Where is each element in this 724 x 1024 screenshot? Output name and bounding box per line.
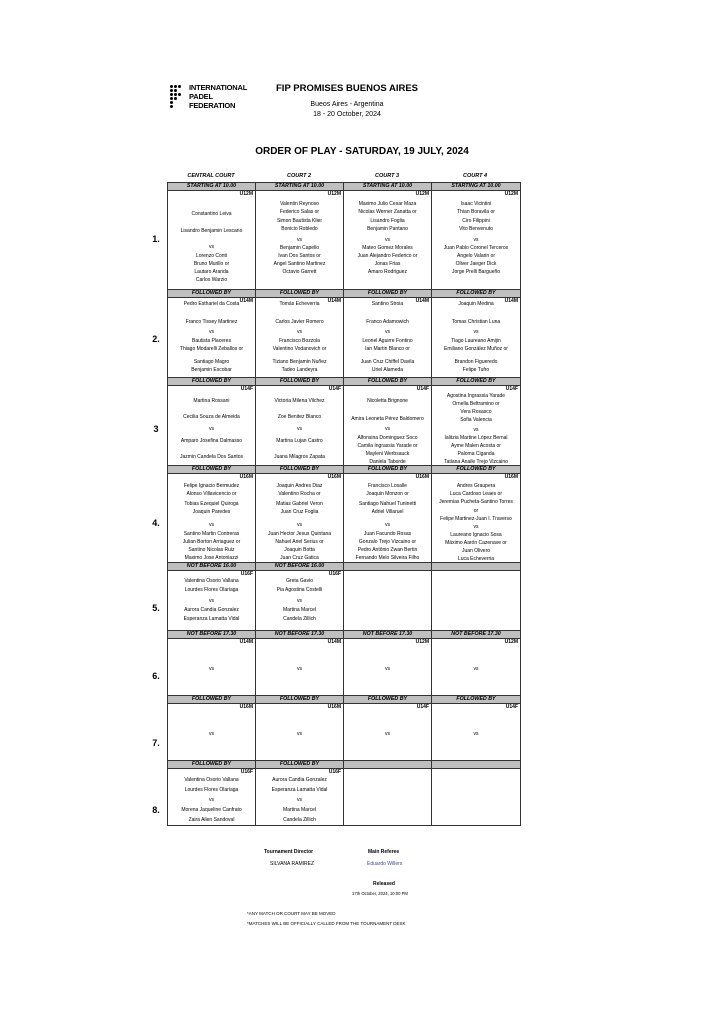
player-name: Tatiana Anaile Trejo Vizcaino <box>444 459 508 465</box>
match-cell <box>432 639 521 696</box>
match-row <box>168 386 521 466</box>
slot-time-label: FOLLOWED BY <box>168 378 256 386</box>
versus-label: vs <box>209 522 214 528</box>
player-name: Emiliano González Muñoz or <box>444 346 508 352</box>
match-cell <box>432 386 521 466</box>
slot-time-label <box>432 563 521 571</box>
row-number: 3 <box>153 423 159 434</box>
category-badge: U12M <box>327 191 341 197</box>
player-name: Lourdes Flores Olariaga <box>184 787 239 793</box>
slot-time-label: FOLLOWED BY <box>344 466 432 474</box>
player-name: Angelo Valarin or <box>457 253 495 259</box>
player-name: Camila Ingrassia Yarade or <box>357 443 418 449</box>
player-name: Amira Leoneta Pérez Baldomero <box>351 416 424 422</box>
match-cell <box>168 571 256 631</box>
match-cell <box>168 639 256 696</box>
player-name: Ornella Beltramino or <box>452 401 500 407</box>
row-number: 1. <box>152 234 160 244</box>
player-name: Luca Cardoso Leaes or <box>450 491 502 497</box>
player-name: Juan Hector Jesus Quintana <box>267 531 332 537</box>
player-name: Martina Rossani <box>193 398 230 404</box>
player-name: Santino Stroia <box>371 301 404 307</box>
category-badge: U14M <box>239 298 253 304</box>
player-name: Simon Bautista Klier <box>276 218 323 224</box>
match-cell <box>344 704 432 761</box>
category-badge: U14F <box>328 386 341 392</box>
row-number: 4. <box>152 518 160 528</box>
versus-label: vs <box>385 522 390 528</box>
player-name: Constantino Leiva <box>191 211 232 217</box>
slot-header-row <box>168 466 521 474</box>
player-name: Paloma Ciganda <box>457 451 495 457</box>
match-cell <box>168 191 256 290</box>
player-name: Jazmin Candela Dos Santos <box>179 454 244 460</box>
player-name: Ian Martin Blanco or <box>365 346 410 352</box>
slot-time-label: NOT BEFORE 17.30 <box>256 631 344 639</box>
slot-time-label: STARTING AT 10.00 <box>168 183 256 191</box>
slot-header-row <box>168 696 521 704</box>
player-name: Benjamin Capello <box>279 245 320 251</box>
player-name: Esperanza Lamatta Vidal <box>271 787 328 793</box>
player-name: Laureano Ignacio Sosa <box>450 532 502 538</box>
versus-label: vs <box>385 237 390 243</box>
slot-time-label: FOLLOWED BY <box>344 696 432 704</box>
director-label: Tournament Director <box>264 849 314 855</box>
player-name: Pia Agostina Costelli <box>276 587 323 593</box>
match-cell <box>432 191 521 290</box>
player-name: Amparo Josefina Dalmasso <box>180 438 243 444</box>
schedule-grid <box>167 182 521 826</box>
match-row <box>168 191 521 290</box>
player-name: Zaira Ailen Sandoval <box>188 817 235 823</box>
versus-label: vs <box>297 522 302 528</box>
category-badge: U16M <box>239 704 253 710</box>
match-row <box>168 571 521 631</box>
referee-label: Main Referee <box>368 849 400 855</box>
player-name: Amaro Rodriguez <box>368 269 407 275</box>
row-number: 5. <box>152 602 160 613</box>
slot-time-label: FOLLOWED BY <box>344 290 432 298</box>
released-date: 17th October, 2024, 10:00 PM <box>352 891 408 896</box>
player-name: Tadeo Landeyra <box>281 367 318 373</box>
versus-label: vs <box>473 329 479 335</box>
match-cell <box>256 769 344 826</box>
player-name: Maximo Jose Antoniazzi <box>184 555 239 561</box>
player-name: Bautista Placeres <box>192 338 231 344</box>
versus-label: vs <box>473 237 479 243</box>
slot-time-label: FOLLOWED BY <box>256 696 344 704</box>
player-name: Jorge Prelli Bargueño <box>451 269 501 275</box>
match-cell <box>432 704 521 761</box>
player-name: Máximo Aarón Cazenave or <box>445 540 507 546</box>
director-name: SILVANA RAMIREZ <box>270 861 314 867</box>
slot-time-label: NOT BEFORE 16.00 <box>168 563 256 571</box>
player-name: Santiago Magro <box>193 359 230 365</box>
player-name: Thiago Modarelli Zeballos or <box>179 346 244 352</box>
player-name: Victoria Milena Vilchez <box>274 398 325 404</box>
versus-label: vs <box>473 524 479 530</box>
versus-label: vs <box>209 797 214 803</box>
category-badge: U14F <box>505 386 518 392</box>
player-name: Lisandro Benjamin Lescano <box>180 228 243 234</box>
player-name: Thian Boravila or <box>457 209 495 215</box>
versus-label: vs <box>473 666 479 672</box>
match-row <box>168 298 521 378</box>
player-name: Sofia Valencia <box>460 417 492 423</box>
category-badge: U14F <box>505 704 518 710</box>
player-name: Franco Tissey Martinez <box>185 319 238 325</box>
row-number: 6. <box>152 671 160 681</box>
player-name: Martina Marcel <box>282 807 317 813</box>
player-name: Vera Rosasco <box>460 409 492 415</box>
match-cell <box>168 704 256 761</box>
category-badge: U12M <box>504 191 518 197</box>
player-name: Valentino Rocha or <box>278 491 321 497</box>
category-badge: U12M <box>239 191 253 197</box>
player-name: Jonas Frias <box>374 261 401 267</box>
slot-time-label: NOT BEFORE 17.30 <box>168 631 256 639</box>
category-badge: U12M <box>504 639 518 645</box>
category-badge: U16M <box>239 474 253 480</box>
fip-logo-icon <box>170 85 184 109</box>
category-badge: U16F <box>240 571 253 577</box>
versus-label: vs <box>385 329 390 335</box>
match-cell <box>256 191 344 290</box>
category-badge: U14M <box>415 298 429 304</box>
slot-header-row <box>168 183 521 191</box>
versus-label: vs <box>297 426 302 432</box>
match-cell <box>256 386 344 466</box>
player-name: Lorenzo Conti <box>195 253 228 259</box>
match-cell <box>256 571 344 631</box>
tournament-subtitle <box>262 100 432 120</box>
player-name: Tobias Ezequiel Quiroga <box>184 501 239 507</box>
player-name: Oliver Jaeger Dick <box>455 261 497 267</box>
player-name: Vito Benvenuto <box>459 226 493 232</box>
match-row <box>168 704 521 761</box>
player-name: Francisco Losalle <box>368 483 407 489</box>
player-name: Luca Echeverria <box>457 556 495 562</box>
slot-time-label: FOLLOWED BY <box>256 761 344 769</box>
slot-header-row <box>168 290 521 298</box>
player-name: Felipe Tufro <box>462 367 490 373</box>
player-name: Mayleni Werbsauck <box>365 451 410 457</box>
slot-time-label: STARTING AT 10.00 <box>432 183 521 191</box>
versus-label: vs <box>209 598 214 604</box>
player-name: Nicolas Werner Zanatta or <box>358 209 417 215</box>
player-name: Juana Milagros Zapata <box>274 454 325 460</box>
player-name: Octavio Garrett <box>282 269 317 275</box>
player-name: Tiago Laureano Amijin <box>451 338 501 344</box>
player-name: Bonicio Robledo <box>281 226 318 232</box>
player-name: Isaac Vicintini <box>460 201 492 207</box>
player-name: Ivan Dos Santos or <box>278 253 321 259</box>
player-name: Valentina Osorio Vallana <box>184 777 239 783</box>
player-name: Santiago Nahuel Tuninetti <box>358 501 417 507</box>
category-badge: U14F <box>240 386 253 392</box>
slot-time-label <box>344 761 432 769</box>
slot-time-label: NOT BEFORE 17.30 <box>344 631 432 639</box>
slot-time-label: FOLLOWED BY <box>168 466 256 474</box>
slot-time-label: FOLLOWED BY <box>168 290 256 298</box>
player-name: Juan Facundo Rosas <box>363 531 412 537</box>
player-name: Candela Zillich <box>283 616 316 622</box>
category-badge: U16M <box>415 474 429 480</box>
tournament-dates: 18 - 20 October, 2024 <box>313 111 381 118</box>
player-name: Valentina Osorio Vallana <box>184 578 239 584</box>
player-name: Fernando Melo Silveira Filho <box>355 555 420 561</box>
player-name: Matias Gabriel Veron <box>276 501 323 507</box>
player-name: Juan Olivero <box>461 548 491 554</box>
player-name: Pedro Esthariel da Costa <box>183 301 240 307</box>
versus-label: vs <box>297 666 302 672</box>
category-badge: U12M <box>415 191 429 197</box>
player-name: Lautaro Aranda <box>194 269 229 275</box>
player-name: Benjamin Escobar <box>191 367 232 373</box>
player-name: Morena Jaqueline Canfrato <box>181 807 242 813</box>
match-cell <box>256 704 344 761</box>
tournament-title: FIP PROMISES BUENOS AIRES <box>276 83 418 94</box>
match-row <box>168 639 521 696</box>
player-name: Alfonsina Dominguez Soco <box>357 435 418 441</box>
slot-time-label: FOLLOWED BY <box>344 378 432 386</box>
player-name: Martina Marcel <box>282 607 317 613</box>
player-name: Zoe Benitez Blanco <box>277 414 322 420</box>
category-badge: U16F <box>328 769 341 775</box>
slot-time-label: NOT BEFORE 17.30 <box>432 631 521 639</box>
player-name: Pedro Antônio Zwan Bertin <box>357 547 418 553</box>
player-name: Felipe Martinez-Juan I. Traverso <box>440 516 512 522</box>
slot-time-label: FOLLOWED BY <box>256 290 344 298</box>
player-name: Daniela Taborde <box>369 459 406 465</box>
player-name: Juan Pablo Coronel Terceros <box>443 245 509 251</box>
match-cell <box>432 298 521 378</box>
category-badge: U16M <box>504 474 518 480</box>
player-name: Andres Graupera <box>456 483 496 489</box>
versus-label: vs <box>297 731 302 737</box>
category-badge: U14F <box>416 704 429 710</box>
match-cell <box>432 571 521 631</box>
player-name: Santino Nicolas Ruiz <box>188 547 235 553</box>
player-name: Candela Zillich <box>283 817 316 823</box>
player-name: Carlos Warzio <box>195 277 228 283</box>
match-cell <box>168 386 256 466</box>
slot-time-label <box>432 761 521 769</box>
player-name: Carlos Javier Romero <box>275 319 324 325</box>
player-name: Uriel Alameda <box>371 367 404 373</box>
slot-time-label: STARTING AT 10.00 <box>256 183 344 191</box>
match-cell <box>256 474 344 563</box>
slot-header-row <box>168 631 521 639</box>
player-name: Valentino Vodanovich or <box>272 346 327 352</box>
player-name: Adriel Villaruel <box>371 509 404 515</box>
player-name: Benjamin Pantano <box>367 226 408 232</box>
player-name: Francisco Bozzola <box>279 338 320 344</box>
slot-header-row <box>168 378 521 386</box>
category-badge: U16F <box>240 769 253 775</box>
player-name: Mateo Gomez Morales <box>362 245 413 251</box>
player-name: Joaquin Medina <box>458 301 494 307</box>
tournament-location: Bueos Aires - Argentina <box>310 101 384 108</box>
player-name: Franco Adamowich <box>366 319 409 325</box>
note-moved: *ANY MATCH OR COURT MAY BE MOVED <box>247 911 336 916</box>
court-header-3: COURT 3 <box>374 173 400 179</box>
slot-time-label: FOLLOWED BY <box>168 696 256 704</box>
slot-header-row <box>168 563 521 571</box>
versus-label: vs <box>209 329 214 335</box>
slot-time-label: FOLLOWED BY <box>432 696 521 704</box>
logo-text: INTERNATIONAL PADEL FEDERATION <box>189 83 248 110</box>
category-badge: U16F <box>328 571 341 577</box>
player-name: Juan Alejandro Federico or <box>357 253 418 259</box>
row-number: 8. <box>152 805 160 815</box>
versus-label: vs <box>297 797 302 803</box>
slot-time-label: FOLLOWED BY <box>432 290 521 298</box>
player-name: Juan Cruz Gatica <box>280 555 319 561</box>
category-badge: U14M <box>239 639 253 645</box>
match-cell <box>344 769 432 826</box>
player-name: Lisandro Foglia <box>370 218 405 224</box>
slot-time-label: FOLLOWED BY <box>256 466 344 474</box>
match-cell <box>168 474 256 563</box>
category-badge: U14M <box>327 298 341 304</box>
versus-label: vs <box>473 427 479 433</box>
player-name: Brandon Figueredo <box>454 359 498 365</box>
player-name: Bruno Murillo or <box>193 261 230 267</box>
slot-time-label: FOLLOWED BY <box>168 761 256 769</box>
player-name: Nicoletta Brignone <box>367 398 408 404</box>
category-badge: U16M <box>327 704 341 710</box>
player-name: Juan Cruz Foglia <box>280 509 319 515</box>
match-cell <box>256 298 344 378</box>
player-name: Ciro Filippini <box>462 218 490 224</box>
slot-time-label: NOT BEFORE 16.00 <box>256 563 344 571</box>
match-cell <box>432 474 521 563</box>
player-name: Greta Gavio <box>286 578 313 584</box>
versus-label: vs <box>385 666 390 672</box>
court-header-central: CENTRAL COURT <box>187 173 235 179</box>
player-name: Leonel Aguirre Fontino <box>362 338 413 344</box>
player-name: Lourdes Flores Olariaga <box>184 587 239 593</box>
versus-label: vs <box>385 426 390 432</box>
versus-label: vs <box>297 329 302 335</box>
released-label: Released <box>373 881 395 887</box>
player-name: Joaquin Paredes <box>192 509 231 515</box>
player-name: Cecilia Souza de Almeida <box>183 414 240 420</box>
order-of-play-title: ORDER OF PLAY - SATURDAY, 19 JULY, 2024 <box>255 146 469 157</box>
player-name: Maximo Julio Cesar Maza <box>358 201 417 207</box>
player-name: Federico Salas or <box>279 209 320 215</box>
versus-label: vs <box>209 244 214 250</box>
referee-name: Eduardo Willers <box>367 861 403 867</box>
player-name: Julian Borton Arriaguez or <box>182 539 241 545</box>
player-name: Esperanza Lamatta Vidal <box>183 616 240 622</box>
note-called: *MATCHES WILL BE OFFICIALLY CALLED FROM THE TOURNAMENT DESK <box>247 921 406 926</box>
match-cell <box>168 298 256 378</box>
versus-label: vs <box>297 237 302 243</box>
player-name: Valentin Reynoso <box>280 201 319 207</box>
player-name: or <box>473 508 479 514</box>
slot-time-label: FOLLOWED BY <box>432 466 521 474</box>
match-cell <box>432 769 521 826</box>
match-cell <box>256 639 344 696</box>
player-name: Santino Martin Contreras <box>183 531 240 537</box>
player-name: Joaquin Andres Diaz <box>276 483 323 489</box>
match-row <box>168 769 521 826</box>
match-cell <box>344 639 432 696</box>
match-cell <box>344 474 432 563</box>
player-name: Aurora Candia Gonzalez <box>272 777 327 783</box>
match-cell <box>344 386 432 466</box>
player-name: Tomás Echeverria <box>279 301 320 307</box>
player-name: Ayme Malen Acosta or <box>451 443 501 449</box>
fip-logo <box>170 83 248 113</box>
player-name: Agostina Ingrassia Yarade <box>446 393 506 399</box>
versus-label: vs <box>209 666 214 672</box>
slot-time-label <box>344 563 432 571</box>
versus-label: vs <box>473 731 479 737</box>
slot-time-label: FOLLOWED BY <box>432 378 521 386</box>
match-cell <box>344 571 432 631</box>
player-name: Joaquin Botta <box>284 547 315 553</box>
player-name: Angel Santino Martinez <box>273 261 326 267</box>
category-badge: U16M <box>327 474 341 480</box>
player-name: Joaquin Monzon or <box>366 491 409 497</box>
court-header-4: COURT 4 <box>462 173 488 179</box>
player-name: Gonzalo Trejo Vizcaino or <box>358 539 417 545</box>
player-name: Aurora Candia Gonzalez <box>184 607 239 613</box>
player-name: Tiziano Benjamin Nuñez <box>272 359 327 365</box>
slot-time-label: STARTING AT 10.00 <box>344 183 432 191</box>
player-name: Juan Cruz Chiffel Davila <box>360 359 415 365</box>
row-number: 7. <box>152 738 160 748</box>
category-badge: U14M <box>327 639 341 645</box>
category-badge: U12M <box>415 639 429 645</box>
match-row <box>168 474 521 563</box>
player-name: Felipe Ignacio Bermudez <box>183 483 240 489</box>
category-badge: U14M <box>504 298 518 304</box>
player-name: Tomas Christian Luna <box>451 319 501 325</box>
versus-label: vs <box>209 426 214 432</box>
versus-label: vs <box>209 731 214 737</box>
player-name: Nahuel Ariel Serius or <box>275 539 324 545</box>
row-number: 2. <box>152 333 160 344</box>
slot-time-label: FOLLOWED BY <box>256 378 344 386</box>
player-name: Alonso Villavicencio or <box>186 491 237 497</box>
slot-header-row <box>168 761 521 769</box>
player-name: Martina Lujan Castro <box>276 438 323 444</box>
player-name: Jeremias Pucheta-Santino Torres <box>439 499 513 505</box>
player-name: Ialitzia Martine López Bernal <box>444 435 508 441</box>
category-badge: U14F <box>416 386 429 392</box>
versus-label: vs <box>297 598 302 604</box>
match-cell <box>344 298 432 378</box>
versus-label: vs <box>385 731 390 737</box>
court-header-2: COURT 2 <box>286 173 312 179</box>
match-cell <box>344 191 432 290</box>
match-cell <box>168 769 256 826</box>
